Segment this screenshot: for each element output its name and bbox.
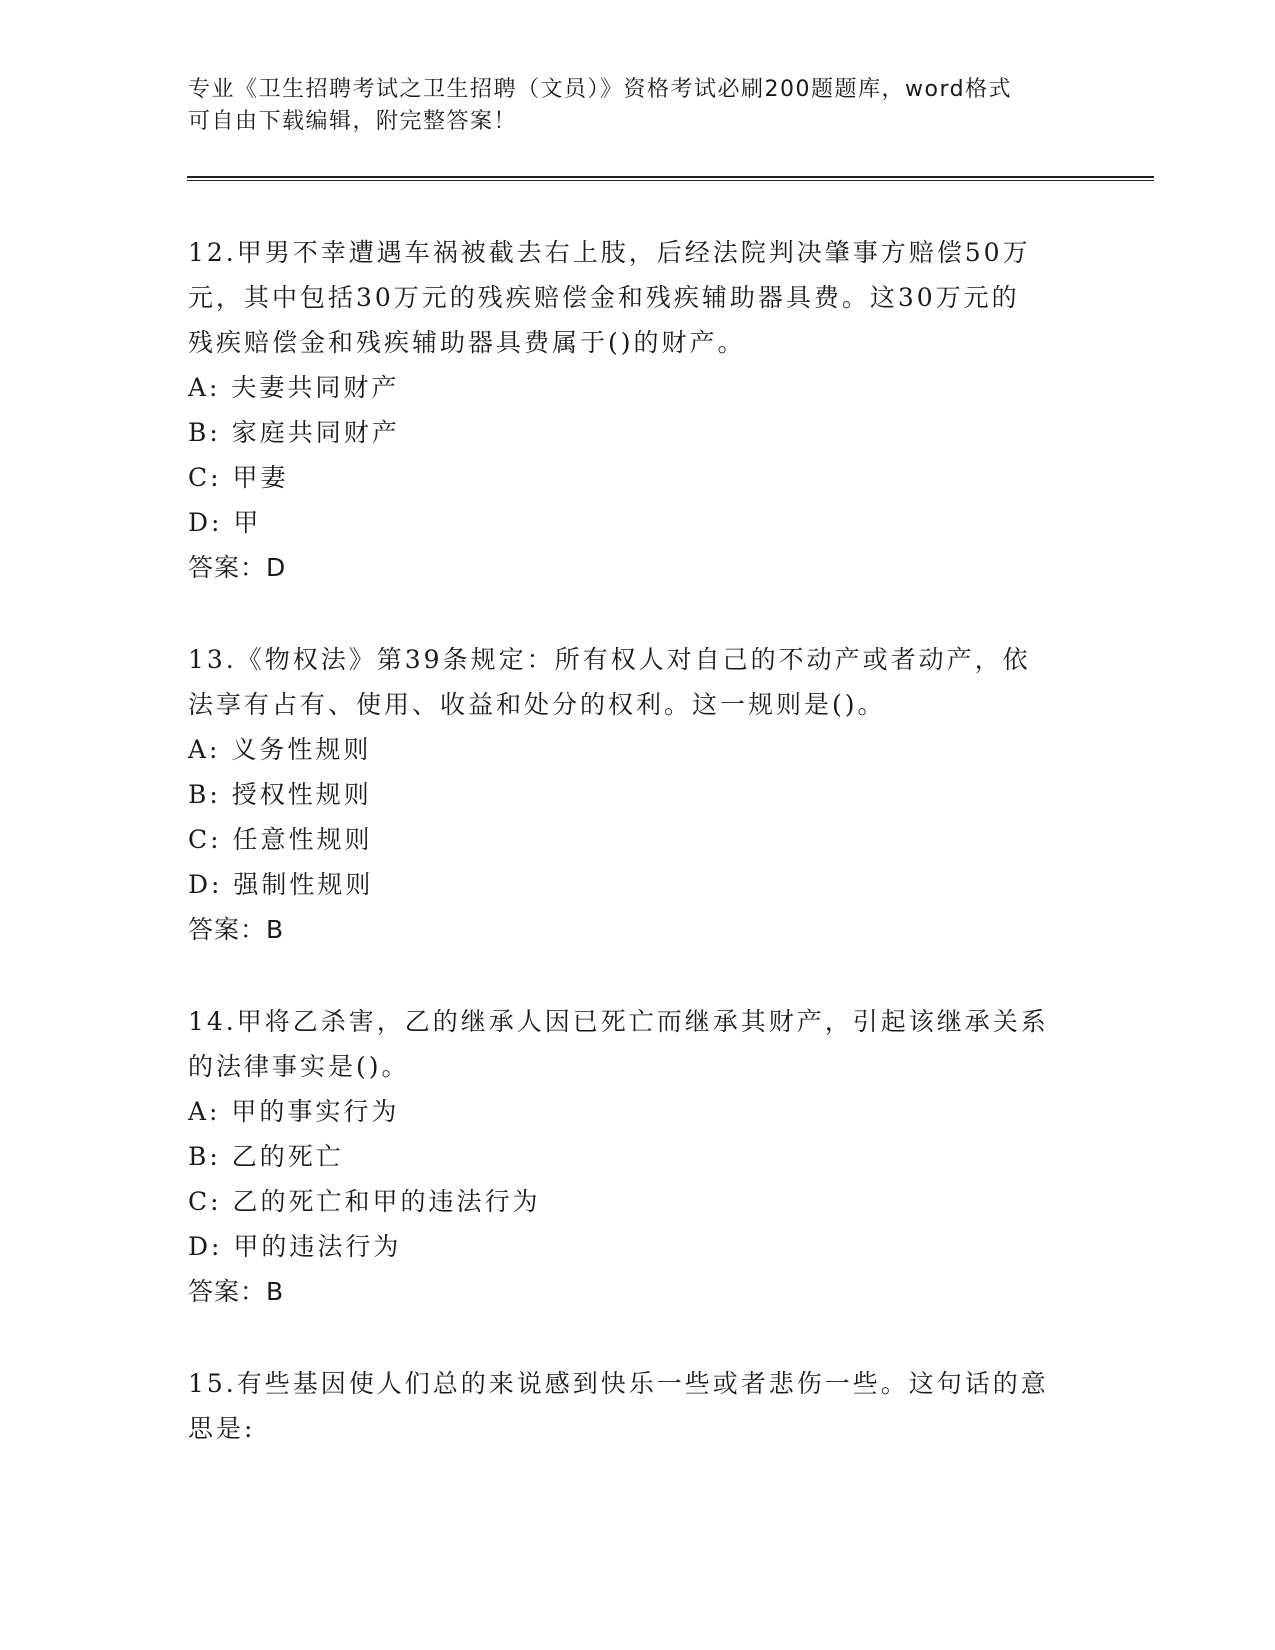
answer-line: 答案：B xyxy=(188,915,285,944)
option-b: B: 授权性规则 xyxy=(188,780,372,809)
question-15 xyxy=(188,1361,1088,1451)
option-d: D: 甲的违法行为 xyxy=(188,1232,402,1261)
question-stem-line: 13.《物权法》第39条规定：所有权人对自己的不动产或者动产，依 xyxy=(188,645,1031,674)
question-stem-line: 思是: xyxy=(188,1414,256,1443)
option-c: C: 任意性规则 xyxy=(188,825,373,854)
option-c: C: 甲妻 xyxy=(188,463,289,492)
question-stem-line: 的法律事实是()。 xyxy=(188,1052,410,1081)
question-stem-line: 14.甲将乙杀害，乙的继承人因已死亡而继承其财产，引起该继承关系 xyxy=(188,1007,1049,1036)
option-a: A: 夫妻共同财产 xyxy=(188,373,400,402)
option-b: B: 家庭共同财产 xyxy=(188,418,400,447)
option-c: C: 乙的死亡和甲的违法行为 xyxy=(188,1187,541,1216)
question-12 xyxy=(188,230,1088,590)
header-divider xyxy=(187,176,1154,181)
option-b: B: 乙的死亡 xyxy=(188,1142,344,1171)
answer-line: 答案：D xyxy=(188,553,287,582)
option-a: A: 义务性规则 xyxy=(188,735,372,764)
question-list xyxy=(188,230,1088,1451)
question-stem-line: 15.有些基因使人们总的来说感到快乐一些或者悲伤一些。这句话的意 xyxy=(188,1369,1049,1398)
option-d: D: 甲 xyxy=(188,508,262,537)
question-stem-line: 残疾赔偿金和残疾辅助器具费属于()的财产。 xyxy=(188,328,746,357)
answer-line: 答案：B xyxy=(188,1277,285,1306)
option-a: A: 甲的事实行为 xyxy=(188,1097,400,1126)
question-stem-line: 12.甲男不幸遭遇车祸被截去右上肢，后经法院判决肇事方赔偿50万 xyxy=(188,238,1031,267)
question-13 xyxy=(188,637,1088,952)
header-line-2: 可自由下载编辑，附完整答案！ xyxy=(188,109,518,134)
option-d: D: 强制性规则 xyxy=(188,870,374,899)
header-line-1: 专业《卫生招聘考试之卫生招聘（文员）》资格考试必刷200题题库，word格式 xyxy=(188,77,1013,102)
document-header xyxy=(188,74,1088,138)
question-stem-line: 法享有占有、使用、收益和处分的权利。这一规则是()。 xyxy=(188,690,886,719)
question-14 xyxy=(188,999,1088,1314)
question-stem-line: 元，其中包括30万元的残疾赔偿金和残疾辅助器具费。这30万元的 xyxy=(188,283,1020,312)
